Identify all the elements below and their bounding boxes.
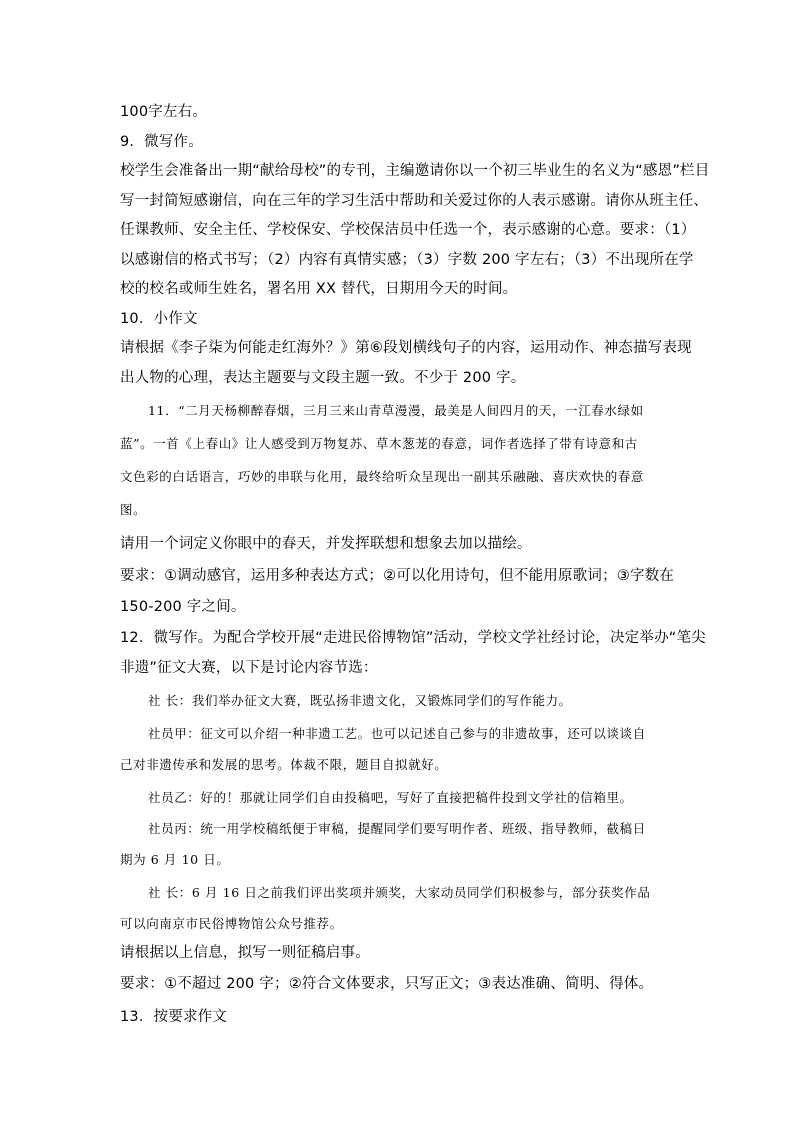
question-13-heading: 13．按要求作文 bbox=[120, 1009, 228, 1025]
dialogue-line: 社员甲：征文可以介绍一种非遗工艺。也可以记述自己参与的非遗故事，还可以谈谈自 bbox=[148, 726, 646, 741]
text-line: 校学生会准备出一期“献给母校”的专刊，主编邀请你以一个初三毕业生的名义为“感恩”栏目 bbox=[120, 163, 710, 179]
dialogue-line: 社员丙：统一用学校稿纸便于审稿，提醒同学们要写明作者、班级、指导教师，截稿日 bbox=[148, 821, 646, 836]
dialogue-line: 期为 6 月 10 日。 bbox=[120, 852, 230, 867]
quote-line: 图。 bbox=[120, 502, 147, 517]
text-line: 出人物的心理，表达主题要与文段主题一致。不少于 200 字。 bbox=[120, 370, 526, 386]
quote-line: 蓝”。一首《上春山》让人感受到万物复苏、草木葱茏的春意，词作者选择了带有诗意和古 bbox=[120, 436, 638, 451]
text-line: 校的校名或师生姓名，署名用 XX 替代，日期用今天的时间。 bbox=[120, 281, 518, 297]
text-line: 请根据以上信息，拟写一则征稿启事。 bbox=[120, 945, 370, 961]
text-line: 请用一个词定义你眼中的春天，并发挥联想和想象去加以描绘。 bbox=[120, 536, 532, 552]
dialogue-line: 社 长：6 月 16 日之前我们评出奖项并颁奖，大家动员同学们积极参与，部分获奖作品 bbox=[148, 885, 651, 900]
question-10-heading: 10．小作文 bbox=[120, 311, 198, 327]
text-line: 要求：①不超过 200 字；②符合文体要求，只写正文；③表达准确、简明、得体。 bbox=[120, 976, 654, 992]
text-line: 任课教师、安全主任、学校保安、学校保洁员中任选一个，表示感谢的心意。要求：（1） bbox=[120, 222, 696, 238]
text-line: 150-200 字之间。 bbox=[120, 599, 246, 615]
question-12-heading: 12．微写作。为配合学校开展“走进民俗博物馆”活动，学校文学社经讨论，决定举办“笔尖 bbox=[120, 630, 706, 646]
text-line: 要求：①调动感官，运用多种表达方式；②可以化用诗句，但不能用原歌词；③字数在 bbox=[120, 568, 675, 584]
quote-line: 文色彩的白话语言，巧妙的串联与化用，最终给听众呈现出一副其乐融融、喜庆欢快的春意 bbox=[120, 469, 645, 484]
question-9-heading: 9．微写作。 bbox=[120, 134, 203, 150]
question-11-heading: 11．“二月天杨柳醉春烟，三月三来山青草漫漫，最美是人间四月的天，一江春水绿如 bbox=[148, 403, 644, 418]
text-line: 非遗”征文大赛，以下是讨论内容节选： bbox=[120, 660, 378, 676]
dialogue-line: 社员乙：好的！那就让同学们自由投稿吧，写好了直接把稿件投到文学社的信箱里。 bbox=[148, 790, 633, 805]
dialogue-line: 社 长：我们举办征文大赛，既弘扬非遗文化，又锻炼同学们的写作能力。 bbox=[148, 693, 572, 708]
text-line: 100字左右。 bbox=[120, 104, 208, 120]
dialogue-line: 己对非遗传承和发展的思考。体裁不限，题目自拟就好。 bbox=[120, 757, 448, 772]
text-line: 请根据《李子柒为何能走红海外？》第⑥段划横线句子的内容，运用动作、神态描写表现 bbox=[120, 340, 692, 356]
text-line: 写一封简短感谢信，向在三年的学习生活中帮助和关爱过你的人表示感谢。请你从班主任、 bbox=[120, 193, 708, 209]
text-line: 以感谢信的格式书写；（2）内容有真情实感；（3）字数 200 字左右；（3）不出现所在学 bbox=[120, 252, 694, 268]
dialogue-line: 可以向南京市民俗博物馆公众号推荐。 bbox=[120, 916, 343, 931]
